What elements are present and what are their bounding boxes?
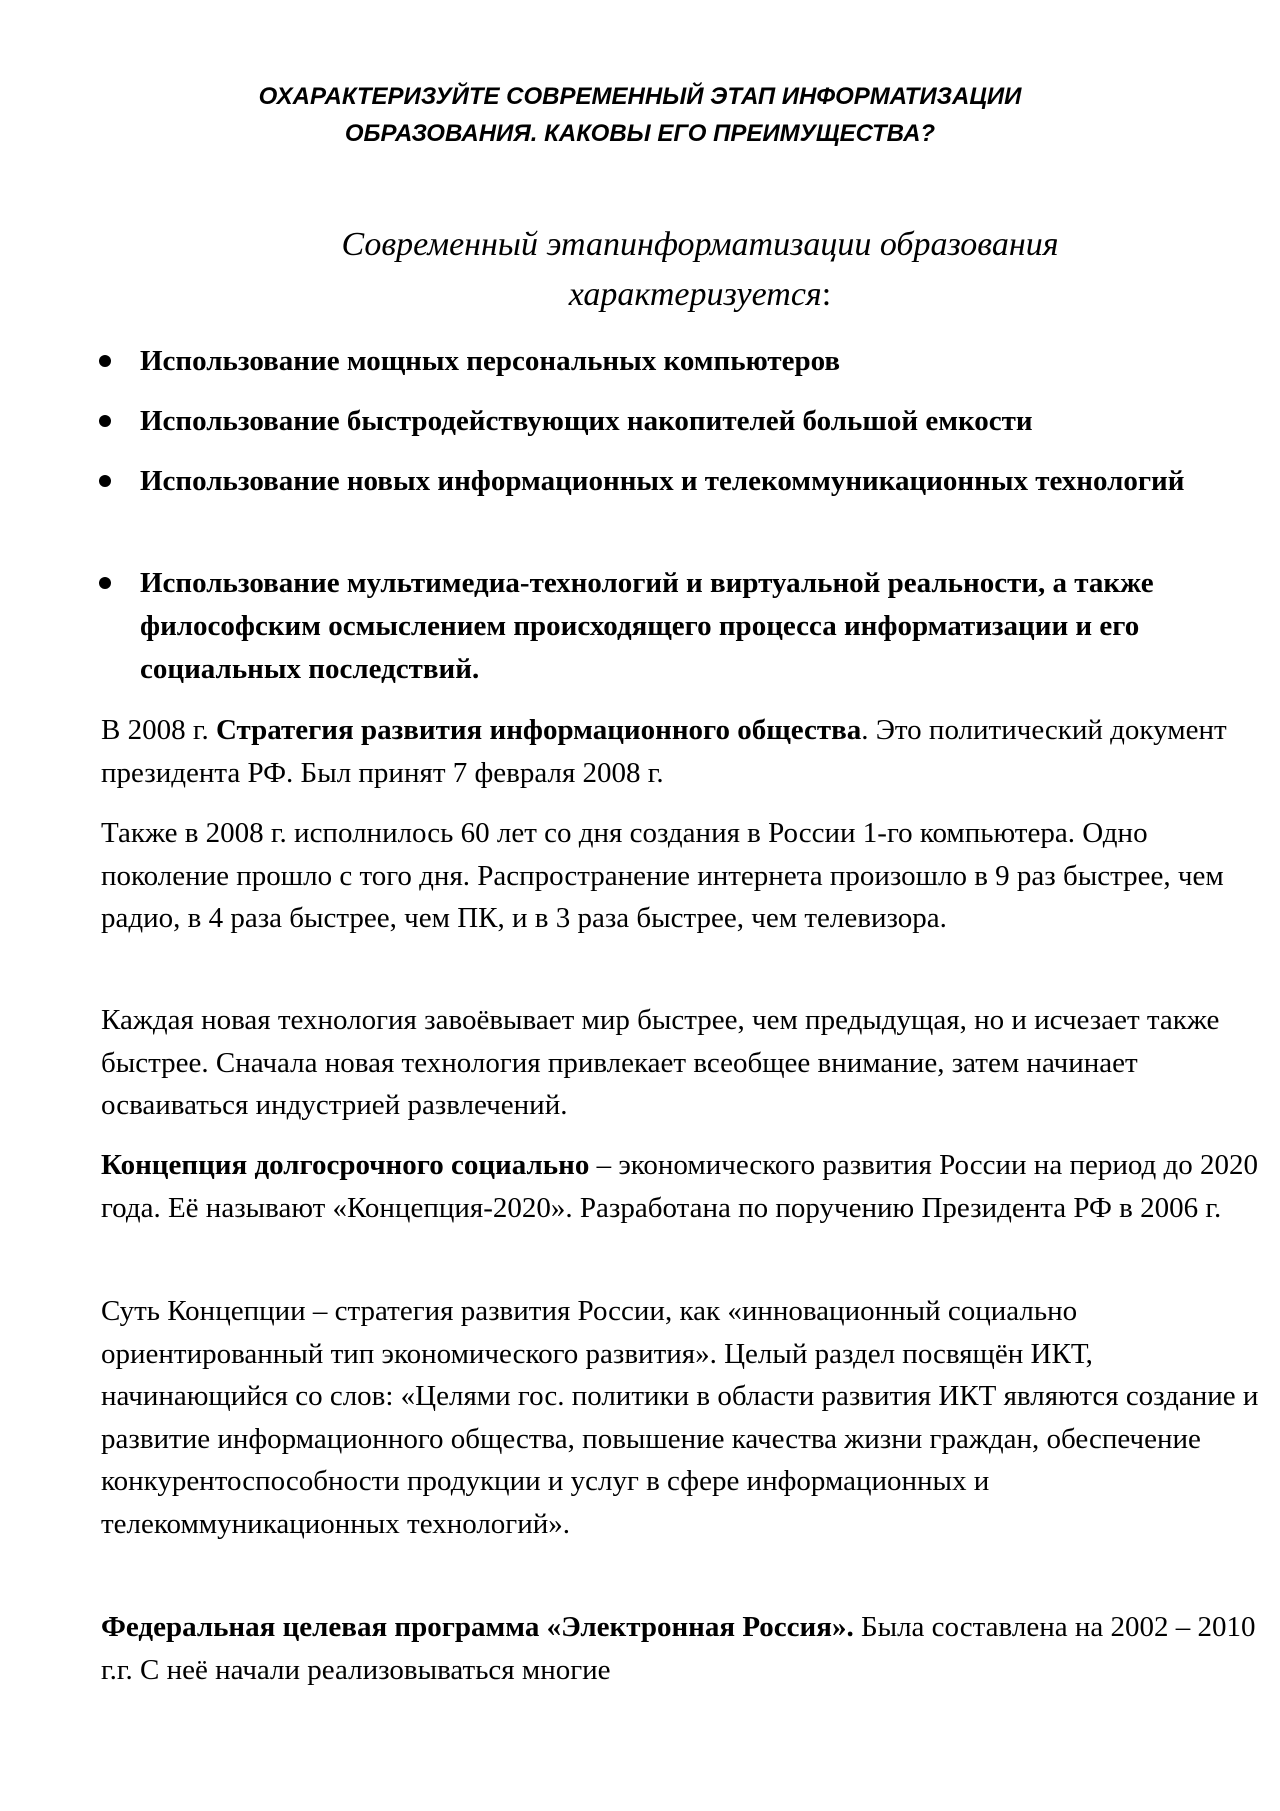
bullet-dot-icon — [99, 415, 111, 427]
bullet-item-text: Использование мультимедиа-технологий и виртуальной реальности, а также философским осмыслением происходящего процесса информатизации и его социальных последствий. — [140, 567, 1154, 685]
paragraph-concept-2020-bold: Концепция долгосрочного социально — [101, 1149, 590, 1181]
lead-line-1 — [0, 223, 1280, 267]
lead-line-2 — [0, 273, 1280, 317]
paragraph-strategy — [101, 709, 1261, 794]
bullet-item-text: Использование новых информационных и телекоммуникационных технологий — [140, 465, 1185, 497]
bullet-dot-icon — [99, 475, 111, 487]
paragraph-concept-2020-suffix: – экономического развития России на период до 2020 года. Её называют «Концепция-2020». Разработана по поручению Президента РФ в 2006 г. — [101, 1149, 1259, 1224]
bullet-dot-icon — [99, 577, 111, 589]
page-title-line-1: ОХАРАКТЕРИЗУЙТЕ СОВРЕМЕННЫЙ ЭТАП ИНФОРМАТИЗАЦИИ — [258, 83, 1022, 110]
bullet-item-text: Использование мощных персональных компьютеров — [140, 345, 841, 377]
lead-line-1-text: Современный этапинформатизации образования — [341, 226, 1059, 263]
paragraph-strategy-prefix: В 2008 г. — [101, 714, 216, 746]
lead-line-2-italic: характеризуется — [568, 276, 822, 313]
paragraph-electronic-russia-suffix: Была составлена на 2002 – 2010 г.г. С неё начали реализовываться многие — [101, 1611, 1256, 1686]
bullet-dot-icon — [99, 355, 111, 367]
paragraph-new-technology: Каждая новая технология завоёвывает мир быстрее, чем предыдущая, но и исчезает также быстрее. Сначала новая технология привлекает всеобщее внимание, затем начинает осваиваться индустрией развлечений. — [101, 1004, 1220, 1121]
paragraph-electronic-russia-bold: Федеральная целевая программа «Электронная Россия». — [101, 1611, 854, 1643]
bullet-item-text: Использование быстродействующих накопителей большой емкости — [140, 405, 1033, 437]
paragraph-computer-anniversary: Также в 2008 г. исполнилось 60 лет со дня создания в России 1-го компьютера. Одно поколение прошло с того дня. Распространение интернета произошло в 9 раз быстрее, чем радио, в 4 раза быстрее, чем ПК, и в 3 раза быстрее, чем телевизора. — [101, 817, 1224, 934]
bullet-item — [140, 562, 1250, 691]
bullet-item — [140, 460, 1250, 503]
lead-line-2-tail: : — [821, 276, 832, 313]
paragraph-strategy-bold: Стратегия развития информационного общества — [215, 714, 862, 746]
page-title-line-2: ОБРАЗОВАНИЯ. КАКОВЫ ЕГО ПРЕИМУЩЕСТВА? — [344, 120, 936, 147]
bullet-item — [140, 400, 1250, 443]
bullet-item — [140, 340, 1250, 383]
paragraph-strategy-suffix: . Это политический документ президента РФ. Был принят 7 февраля 2008 г. — [101, 714, 1227, 789]
paragraph-concept-2020 — [101, 1144, 1261, 1229]
paragraph-concept-essence: Суть Концепции – стратегия развития России, как «инновационный социально ориентированный тип экономического развития». Целый раздел посвящён ИКТ, начинающийся со слов: «Целями гос. политики в области развития ИКТ являются создание и развитие информационного общества, повышение качества жизни граждан, обеспечение конкурентоспособности продукции и услуг в сфере информационных и телекоммуникационных технологий». — [101, 1295, 1259, 1540]
paragraph-electronic-russia — [101, 1606, 1261, 1691]
